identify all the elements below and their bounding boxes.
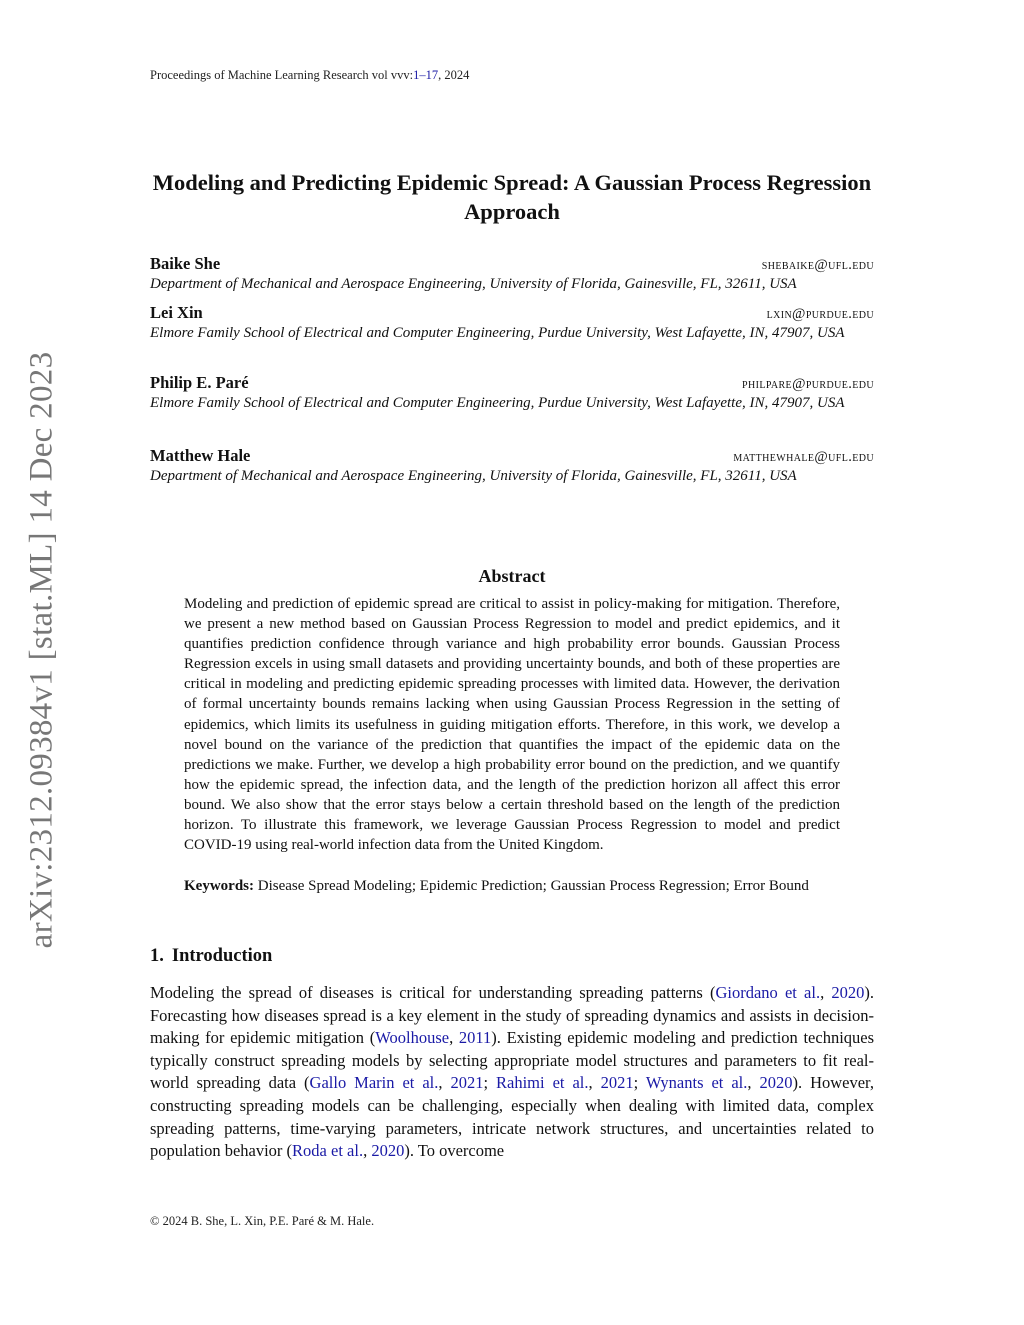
citation-year-link[interactable]: 2011 xyxy=(458,1028,492,1048)
intro-text: ; xyxy=(633,1073,646,1093)
abstract-heading: Abstract xyxy=(478,566,546,586)
author-email[interactable]: lxin@purdue.edu xyxy=(766,306,874,322)
abstract-text: Modeling and prediction of epidemic spread are critical to assist in policy-making for mitigation. Therefore, we present a new method based on Gaussian Process Regression to model and predict epidemics, and it quantifies prediction confidence through variance and high probability error bounds. Gaussian Process Regression excels in using small datasets and providing uncertainty bounds, and both of these properties are critical in modeling and predicting epidemic spreading processes with limited data. However, the derivation of formal uncertainty bounds remains lacking when using Gaussian Process Regression in the setting of epidemics, which limits its usefulness in guiding mitigation efforts. Therefore, in this work, we develop a novel bound on the variance of the prediction that quantifies the impact of the epidemic data on the predictions we make. Further, we develop a high probability error bound on the prediction, and we quantify how the epidemic spread, the infection data, and the length of the prediction horizon all affect this error bound. We also show that the error stays below a certain threshold based on the length of the prediction horizon. To illustrate this framework, we leverage Gaussian Process Regression to model and predict COVID-19 using real-world infection data from the United Kingdom. xyxy=(184,596,840,854)
page-range-link[interactable]: 1–17 xyxy=(413,68,439,82)
author-name: Philip E. Paré xyxy=(150,373,249,392)
intro-text: ). However, constructing spreading models can be challenging, especially when dealing with limited data, complex spreading patterns, time-varying parameters, intricate network structures, and uncertainties related to population behavior ( xyxy=(150,1073,875,1161)
citation-year-link[interactable]: 2020 xyxy=(759,1073,793,1093)
author-name: Baike She xyxy=(150,254,221,273)
author-block-4 xyxy=(150,446,874,486)
author-block-1 xyxy=(150,254,874,294)
intro-text: , xyxy=(747,1073,760,1093)
citation-year-link[interactable]: 2021 xyxy=(600,1073,634,1093)
author-affiliation: Elmore Family School of Electrical and Computer Engineering, Purdue University, West Lafayette, IN, 47907, USA xyxy=(150,395,845,411)
author-name: Lei Xin xyxy=(150,303,203,322)
paper-title: Modeling and Predicting Epidemic Spread: A Gaussian Process Regression Approach xyxy=(152,170,872,224)
author-email[interactable]: shebaike@ufl.edu xyxy=(761,257,874,273)
author-name: Matthew Hale xyxy=(150,446,251,465)
citation-link[interactable]: Rahimi et al. xyxy=(496,1073,589,1093)
author-block-3 xyxy=(150,373,874,413)
section-heading-introduction xyxy=(150,946,272,967)
citation-link[interactable]: Woolhouse xyxy=(375,1028,450,1048)
intro-text: ; xyxy=(483,1073,497,1093)
citation-link[interactable]: Gallo Marin et al. xyxy=(309,1073,439,1093)
citation-link[interactable]: Giordano et al. xyxy=(715,983,821,1002)
intro-text: , xyxy=(438,1073,451,1093)
intro-text: , xyxy=(820,983,832,1002)
citation-year-link[interactable]: 2021 xyxy=(450,1073,484,1093)
section-number: 1. xyxy=(150,946,164,966)
section-title: Introduction xyxy=(171,946,273,966)
author-affiliation: Department of Mechanical and Aerospace Engineering, University of Florida, Gainesville, FL, 32611, USA xyxy=(150,276,797,292)
keywords-label: Keywords: xyxy=(184,878,254,894)
author-email[interactable]: matthewhale@ufl.edu xyxy=(733,449,874,465)
author-affiliation: Department of Mechanical and Aerospace Engineering, University of Florida, Gainesville, FL, 32611, USA xyxy=(150,468,797,484)
intro-text: ). To overcome xyxy=(404,1141,505,1161)
intro-text: ). Forecasting how diseases spread is a key element in the study of spreading dynamics and assists in decision-making for epidemic mitigation ( xyxy=(150,983,874,1048)
copyright-footer: © 2024 B. She, L. Xin, P.E. Paré & M. Hale. xyxy=(150,1214,375,1228)
keywords xyxy=(184,876,840,896)
citation-link[interactable]: Roda et al. xyxy=(292,1141,364,1161)
intro-text: Modeling the spread of diseases is critical for understanding spreading patterns ( xyxy=(150,983,716,1002)
proceedings-prefix: Proceedings of Machine Learning Research vol vvv: xyxy=(150,68,414,82)
proceedings-header xyxy=(150,68,469,83)
author-block-2 xyxy=(150,303,874,343)
author-email[interactable]: philpare@purdue.edu xyxy=(742,376,874,392)
intro-text: , xyxy=(588,1073,601,1093)
citation-year-link[interactable]: 2020 xyxy=(831,983,865,1002)
intro-text: , xyxy=(363,1141,372,1161)
citation-year-link[interactable]: 2020 xyxy=(371,1141,405,1161)
intro-text: ). Existing epidemic modeling and prediction techniques typically construct spreading models by selecting appropriate model structures and parameters to fit real-world spreading data ( xyxy=(150,1028,875,1093)
citation-link[interactable]: Wynants et al. xyxy=(645,1073,748,1093)
introduction-paragraph xyxy=(150,982,874,1163)
arxiv-identifier: arXiv:2312.09384v1 [stat.ML] 14 Dec 2023 xyxy=(23,351,60,949)
intro-text: , xyxy=(449,1028,459,1048)
proceedings-year: , 2024 xyxy=(438,68,470,82)
keywords-list: Disease Spread Modeling; Epidemic Prediction; Gaussian Process Regression; Error Bound xyxy=(257,878,809,894)
author-affiliation: Elmore Family School of Electrical and Computer Engineering, Purdue University, West Lafayette, IN, 47907, USA xyxy=(150,325,845,341)
